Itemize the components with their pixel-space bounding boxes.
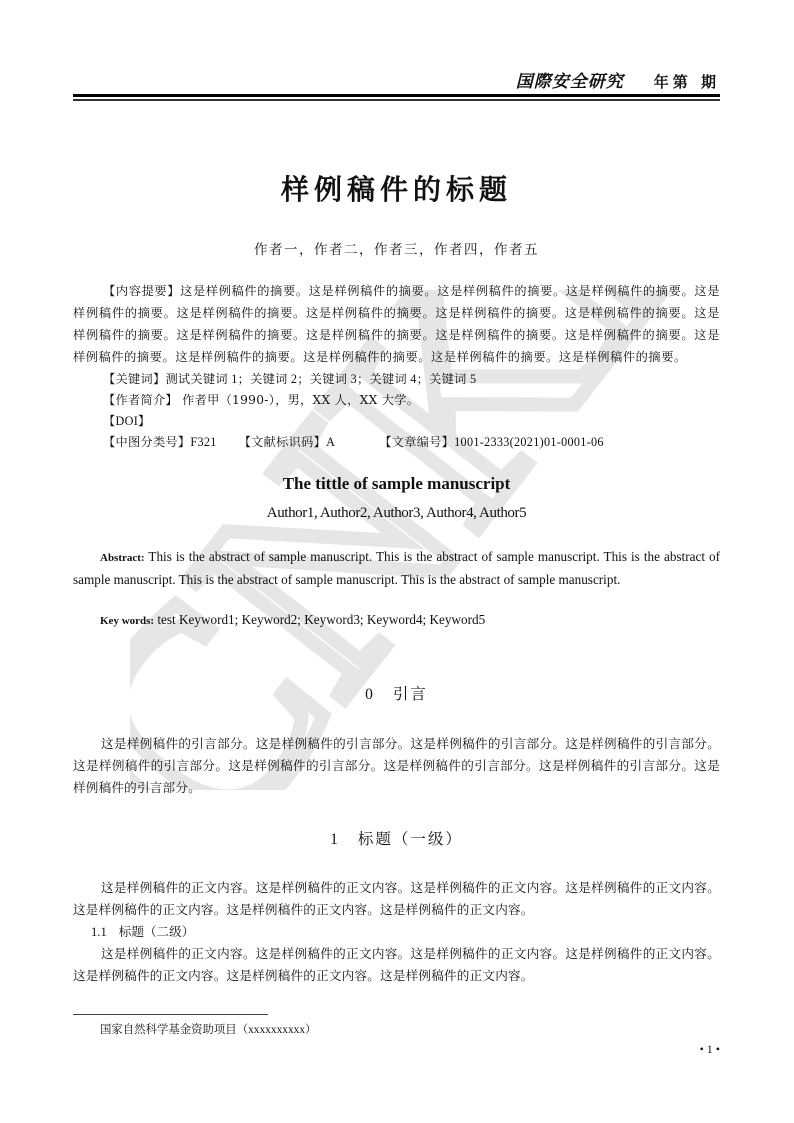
subsection-title: 标题（二级）: [118, 924, 195, 939]
section-number: 1: [330, 831, 340, 848]
intro-paragraph: 这是样例稿件的引言部分。这是样例稿件的引言部分。这是样例稿件的引言部分。这是样例稿件的引言部分。这是样例稿件的引言部分。这是样例稿件的引言部分。这是样例稿件的引言部分。这是样例稿件的引言部分。这是样例稿件的引言部分。: [73, 736, 720, 795]
footnote-rule: [73, 1014, 268, 1015]
article-no-label: 【文章编号】: [379, 435, 455, 449]
section-1-paragraph: 这是样例稿件的正文内容。这是样例稿件的正文内容。这是样例稿件的正文内容。这是样例稿件的正文内容。这是样例稿件的正文内容。这是样例稿件的正文内容。这是样例稿件的正文内容。: [73, 880, 720, 917]
funding-footnote: [100, 1021, 316, 1037]
footnote-text: 国家自然科学基金资助项目（: [100, 1022, 249, 1036]
keywords-en-label: Key words:: [100, 615, 155, 627]
abstract-en-label: Abstract:: [100, 552, 145, 564]
clc-label: 【中图分类号】: [103, 435, 191, 449]
running-head: [73, 68, 720, 92]
abstract-cn-text: 这是样例稿件的摘要。这是样例稿件的摘要。这是样例稿件的摘要。这是样例稿件的摘要。这是样例稿件的摘要。这是样例稿件的摘要。这是样例稿件的摘要。这是样例稿件的摘要。这是样例稿件的摘要。这是样例稿件的摘要。这是样例稿件的摘要。这是样例稿件的摘要。这是样例稿件的摘要。这是样例稿件的摘要。这是样例稿件的摘要。这是样例稿件的摘要。这是样例稿件的摘要。这是样例稿件的摘要。这是样例稿件的摘要。: [73, 284, 720, 364]
author-bio-label: 【作者简介】: [103, 393, 178, 407]
keywords-cn-label: 【关键词】: [103, 372, 166, 386]
subsection-heading-1-1: [73, 921, 738, 943]
header-rule-thin: [73, 99, 720, 101]
author-bio: [73, 390, 720, 411]
issue-label: 年第 期: [653, 73, 720, 91]
section-title: 引言: [392, 685, 428, 703]
section-heading-intro: [73, 682, 720, 704]
keywords-cn: [73, 369, 720, 390]
watermark-text: CNKI: [130, 290, 690, 790]
article-metadata: [73, 369, 720, 453]
subsection-number: 1.1: [91, 925, 107, 939]
footnote-close: ）: [305, 1022, 317, 1036]
abstract-cn: [73, 280, 720, 368]
doi-line: [73, 411, 720, 432]
keywords-en-text: test Keyword1; Keyword2; Keyword3; Keyword4; Keyword5: [154, 612, 486, 627]
header-rule-thick: [73, 94, 720, 97]
section-title: 标题（一级）: [357, 830, 463, 848]
authors-en: Author1, Author2, Author3, Author4, Author5: [266, 505, 527, 521]
abstract-en-text: This is the abstract of sample manuscript. This is the abstract of sample manuscript. This is the abstract of sample manuscript. This is the abstract of sample manuscript. This is the abstract of sample manuscript.: [73, 549, 720, 587]
abstract-cn-label: 【内容提要】: [103, 284, 181, 298]
subsection-1-1-paragraph: 这是样例稿件的正文内容。这是样例稿件的正文内容。这是样例稿件的正文内容。这是样例稿件的正文内容。这是样例稿件的正文内容。这是样例稿件的正文内容。这是样例稿件的正文内容。: [73, 946, 720, 983]
keywords-en: [73, 609, 747, 632]
abstract-en: [73, 546, 720, 590]
keywords-cn-text: 测试关键词 1；关键词 2；关键词 3；关键词 4；关键词 5: [165, 372, 477, 386]
author-bio-text: 作者甲（1990-），男，XX 人，XX 大学。: [177, 393, 420, 407]
doi-label: 【DOI】: [103, 414, 151, 428]
section-heading-1: [73, 827, 720, 849]
journal-name: 国際安全研究: [515, 72, 624, 92]
authors-cn: 作者一，作者二，作者三，作者四，作者五: [254, 242, 539, 258]
article-title-cn: 样例稿件的标题: [280, 173, 512, 206]
doc-code-label: 【文献标识码】: [238, 435, 327, 449]
footnote-grant-code: xxxxxxxxxx: [248, 1024, 306, 1036]
page-number: • 1 •: [699, 1042, 720, 1056]
article-title-en: The tittle of sample manuscript: [282, 474, 511, 493]
classification-line: [73, 432, 720, 453]
clc-value: F321: [190, 435, 217, 449]
article-no-value: 1001-2333(2021)01-0001-06: [454, 435, 604, 449]
section-number: 0: [365, 686, 375, 703]
doc-code-value: A: [326, 435, 336, 449]
